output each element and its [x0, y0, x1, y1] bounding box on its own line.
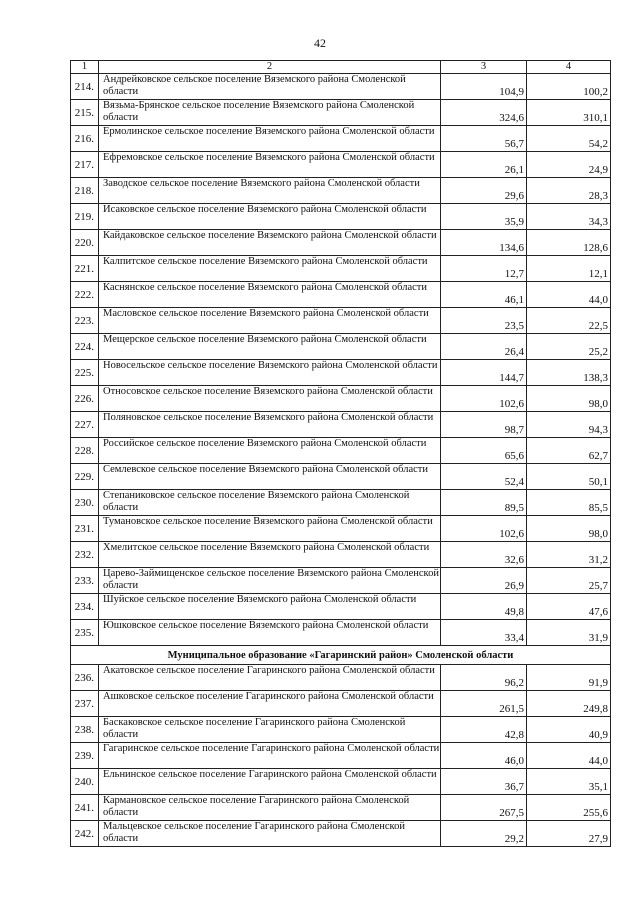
value-col-4: 98,0: [527, 516, 611, 542]
page-number: 42: [314, 36, 326, 50]
table-row: [71, 691, 611, 717]
row-number: 218.: [71, 178, 99, 204]
value-col-4: 35,1: [527, 769, 611, 795]
value-col-3: 32,6: [441, 542, 527, 568]
value-col-4: 31,2: [527, 542, 611, 568]
value-col-3: 26,1: [441, 152, 527, 178]
value-col-4: 25,2: [527, 334, 611, 360]
value-col-3: 65,6: [441, 438, 527, 464]
value-col-4: 47,6: [527, 594, 611, 620]
value-col-4: 31,9: [527, 620, 611, 646]
value-col-3: 96,2: [441, 665, 527, 691]
row-number: 241.: [71, 795, 99, 821]
row-number: 228.: [71, 438, 99, 464]
value-col-4: 310,1: [527, 100, 611, 126]
settlement-name: Российское сельское поселение Вяземского района Смоленской области: [99, 438, 441, 464]
value-col-3: 46,1: [441, 282, 527, 308]
table-row: [71, 412, 611, 438]
table-row: [71, 126, 611, 152]
table-row: [71, 717, 611, 743]
value-col-3: 104,9: [441, 74, 527, 100]
row-number: 216.: [71, 126, 99, 152]
value-col-4: 28,3: [527, 178, 611, 204]
value-col-3: 49,8: [441, 594, 527, 620]
settlement-name: Андрейковское сельское поселение Вяземского района Смоленской области: [99, 74, 441, 100]
value-col-4: 100,2: [527, 74, 611, 100]
value-col-4: 62,7: [527, 438, 611, 464]
settlement-name: Ермолинское сельское поселение Вяземского района Смоленской области: [99, 126, 441, 152]
table-row: [71, 438, 611, 464]
header-col-3: 3: [441, 61, 527, 74]
value-col-4: 128,6: [527, 230, 611, 256]
settlement-name: Мальцевское сельское поселение Гагаринского района Смоленской области: [99, 821, 441, 847]
settlement-name: Исаковское сельское поселение Вяземского района Смоленской области: [99, 204, 441, 230]
row-number: 221.: [71, 256, 99, 282]
value-col-3: 36,7: [441, 769, 527, 795]
value-col-3: 12,7: [441, 256, 527, 282]
value-col-4: 91,9: [527, 665, 611, 691]
table-row: [71, 795, 611, 821]
settlement-name: Калпитское сельское поселение Вяземского района Смоленской области: [99, 256, 441, 282]
value-col-3: 35,9: [441, 204, 527, 230]
table-row: [71, 386, 611, 412]
section-title: Муниципальное образование «Гагаринский район» Смоленской области: [71, 646, 611, 665]
settlement-name: Степаниковское сельское поселение Вяземского района Смоленской области: [99, 490, 441, 516]
table-row: [71, 464, 611, 490]
value-col-4: 12,1: [527, 256, 611, 282]
row-number: 223.: [71, 308, 99, 334]
table-row: [71, 100, 611, 126]
value-col-3: 134,6: [441, 230, 527, 256]
table-row: [71, 282, 611, 308]
value-col-4: 54,2: [527, 126, 611, 152]
table-row: [71, 821, 611, 847]
table-row: [71, 769, 611, 795]
settlement-name: Заводское сельское поселение Вяземского района Смоленской области: [99, 178, 441, 204]
settlement-name: Баскаковское сельское поселение Гагаринского района Смоленской области: [99, 717, 441, 743]
table-row: [71, 74, 611, 100]
value-col-4: 44,0: [527, 282, 611, 308]
table-row: [71, 308, 611, 334]
row-number: 239.: [71, 743, 99, 769]
table-row: [71, 204, 611, 230]
value-col-3: 26,4: [441, 334, 527, 360]
value-col-4: 27,9: [527, 821, 611, 847]
header-col-2: 2: [99, 61, 441, 74]
settlement-name: Ефремовское сельское поселение Вяземского района Смоленской области: [99, 152, 441, 178]
value-col-4: 98,0: [527, 386, 611, 412]
value-col-4: 25,7: [527, 568, 611, 594]
settlement-name: Новосельское сельское поселение Вяземского района Смоленской области: [99, 360, 441, 386]
table-row: [71, 542, 611, 568]
table-body: [71, 74, 611, 847]
data-table: [70, 60, 611, 847]
row-number: 240.: [71, 769, 99, 795]
settlement-name: Тумановское сельское поселение Вяземского района Смоленской области: [99, 516, 441, 542]
row-number: 215.: [71, 100, 99, 126]
row-number: 224.: [71, 334, 99, 360]
value-col-3: 267,5: [441, 795, 527, 821]
row-number: 238.: [71, 717, 99, 743]
table-row: [71, 334, 611, 360]
value-col-3: 261,5: [441, 691, 527, 717]
row-number: 214.: [71, 74, 99, 100]
value-col-3: 26,9: [441, 568, 527, 594]
settlement-name: Гагаринское сельское поселение Гагаринского района Смоленской области: [99, 743, 441, 769]
row-number: 222.: [71, 282, 99, 308]
settlement-name: Акатовское сельское поселение Гагаринского района Смоленской области: [99, 665, 441, 691]
settlement-name: Ашковское сельское поселение Гагаринского района Смоленской области: [99, 691, 441, 717]
row-number: 236.: [71, 665, 99, 691]
table-row: [71, 230, 611, 256]
row-number: 235.: [71, 620, 99, 646]
header-col-1: 1: [71, 61, 99, 74]
value-col-3: 98,7: [441, 412, 527, 438]
row-number: 226.: [71, 386, 99, 412]
value-col-3: 29,2: [441, 821, 527, 847]
settlement-name: Шуйское сельское поселение Вяземского района Смоленской области: [99, 594, 441, 620]
value-col-4: 24,9: [527, 152, 611, 178]
row-number: 233.: [71, 568, 99, 594]
table-row: [71, 516, 611, 542]
table-row: [71, 665, 611, 691]
value-col-3: 29,6: [441, 178, 527, 204]
settlement-name: Поляновское сельское поселение Вяземского района Смоленской области: [99, 412, 441, 438]
row-number: 225.: [71, 360, 99, 386]
value-col-3: 33,4: [441, 620, 527, 646]
table-row: [71, 594, 611, 620]
value-col-4: 50,1: [527, 464, 611, 490]
section-row: [71, 646, 611, 665]
value-col-3: 52,4: [441, 464, 527, 490]
settlement-name: Вязьма-Брянское сельское поселение Вяземского района Смоленской области: [99, 100, 441, 126]
row-number: 237.: [71, 691, 99, 717]
value-col-4: 40,9: [527, 717, 611, 743]
table-row: [71, 152, 611, 178]
value-col-4: 44,0: [527, 743, 611, 769]
row-number: 220.: [71, 230, 99, 256]
value-col-4: 94,3: [527, 412, 611, 438]
value-col-4: 138,3: [527, 360, 611, 386]
row-number: 232.: [71, 542, 99, 568]
row-number: 234.: [71, 594, 99, 620]
table-row: [71, 490, 611, 516]
row-number: 229.: [71, 464, 99, 490]
value-col-4: 249,8: [527, 691, 611, 717]
settlement-name: Каснянское сельское поселение Вяземского района Смоленской области: [99, 282, 441, 308]
settlement-name: Семлевское сельское поселение Вяземского района Смоленской области: [99, 464, 441, 490]
value-col-4: 85,5: [527, 490, 611, 516]
table-row: [71, 743, 611, 769]
value-col-3: 102,6: [441, 386, 527, 412]
value-col-3: 42,8: [441, 717, 527, 743]
row-number: 230.: [71, 490, 99, 516]
row-number: 227.: [71, 412, 99, 438]
settlement-name: Хмелитское сельское поселение Вяземского района Смоленской области: [99, 542, 441, 568]
settlement-name: Ельнинское сельское поселение Гагаринского района Смоленской области: [99, 769, 441, 795]
table-row: [71, 178, 611, 204]
settlement-name: Масловское сельское поселение Вяземского района Смоленской области: [99, 308, 441, 334]
value-col-4: 22,5: [527, 308, 611, 334]
settlement-name: Мещерское сельское поселение Вяземского района Смоленской области: [99, 334, 441, 360]
settlement-name: Царево-Займищенское сельское поселение Вяземского района Смоленской области: [99, 568, 441, 594]
row-number: 231.: [71, 516, 99, 542]
value-col-4: 34,3: [527, 204, 611, 230]
row-number: 219.: [71, 204, 99, 230]
value-col-3: 144,7: [441, 360, 527, 386]
table-row: [71, 568, 611, 594]
value-col-3: 56,7: [441, 126, 527, 152]
row-number: 217.: [71, 152, 99, 178]
settlement-name: Относовское сельское поселение Вяземского района Смоленской области: [99, 386, 441, 412]
settlement-name: Кармановское сельское поселение Гагаринского района Смоленской области: [99, 795, 441, 821]
header-col-4: 4: [527, 61, 611, 74]
row-number: 242.: [71, 821, 99, 847]
header-row: [71, 61, 611, 74]
value-col-3: 324,6: [441, 100, 527, 126]
value-col-4: 255,6: [527, 795, 611, 821]
table-row: [71, 256, 611, 282]
value-col-3: 23,5: [441, 308, 527, 334]
settlement-name: Кайдаковское сельское поселение Вяземского района Смоленской области: [99, 230, 441, 256]
value-col-3: 89,5: [441, 490, 527, 516]
value-col-3: 46,0: [441, 743, 527, 769]
value-col-3: 102,6: [441, 516, 527, 542]
settlement-name: Юшковское сельское поселение Вяземского района Смоленской области: [99, 620, 441, 646]
table-row: [71, 360, 611, 386]
table-row: [71, 620, 611, 646]
